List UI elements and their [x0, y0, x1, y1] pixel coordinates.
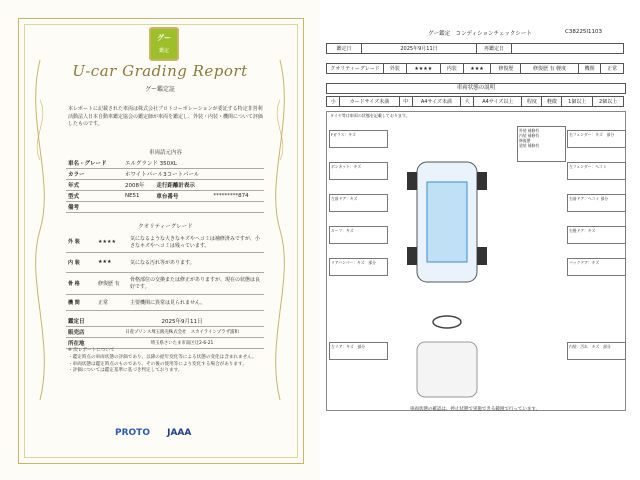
vehicle-section-title: 車両請元内容 [148, 150, 182, 156]
sheet-engine-label: 機関 [578, 64, 601, 74]
sheet-reinspect-label: 再鑑定日 [477, 44, 512, 54]
grade-interior-desc: 気になる汚れ等があります。 [128, 252, 264, 272]
grade-frame-desc: 骨格部位の交換または修正がありますが、現在の状態は良好です。 [128, 272, 264, 294]
count-key: 1個以上 [562, 97, 593, 107]
proto-logo: PROTO [115, 428, 150, 438]
damage-box: ルーフ：キズ [329, 226, 388, 244]
grade-engine-label: 機 関 [66, 294, 96, 310]
damage-box: 右後ドア：キズ [567, 226, 626, 244]
damage-box: ボンネット：キズ [329, 162, 388, 180]
vehicle-mileage-value [211, 180, 264, 191]
cert-date-label: 鑑定日 [66, 316, 100, 327]
jaaa-logo: JAAA [167, 428, 192, 438]
grade-engine-desc: 主要機関に異常は見られません。 [128, 294, 264, 310]
footer-logos [115, 428, 225, 438]
legend-item: 外装 補修有 [519, 128, 540, 133]
vehicle-chassis-label: 車台番号 [154, 191, 211, 202]
vehicle-mileage-label: 走行距離計表示 [154, 180, 211, 191]
grade-frame-stars: 修復歴 有 [96, 272, 128, 294]
sheet-int-value: ★★★ [463, 64, 491, 74]
sheet-header: グー鑑定 コンディションチェックシート [428, 31, 532, 37]
damage-box: 右フェンダー：キズ 部分 [567, 130, 626, 148]
dealer-table [66, 316, 264, 349]
size-large-value: A4サイズ以上 [474, 97, 522, 107]
sheet-code: C38225I1103 [565, 29, 602, 35]
cert-seller-value: 日産プリンス埼玉販売株式会社 スカイラインプラザ浦和 [100, 327, 264, 338]
vehicle-model-value: NE51 [123, 191, 154, 202]
size-large-key: 大 [460, 97, 473, 107]
grade-exterior-stars: ★★★★ [96, 232, 128, 252]
vehicle-remarks-value [123, 202, 264, 213]
size-medium-value: A4サイズ未満 [412, 97, 460, 107]
damage-box: 内装：汚れ キズ 部分 [567, 342, 626, 360]
vehicle-year-label: 年式 [66, 180, 123, 191]
certificate-intro: 本レポートに記載された車両は株式会社プロトコーポレーションが委託する特定非営利活動法人日本自動車鑑定協会の鑑定師が車両を鑑定し、外装・内装・機関について評価したものです。 [68, 106, 263, 128]
vehicle-year-value: 2008年 [123, 180, 154, 191]
size-small-key: 小 [327, 97, 340, 107]
legend-item: 修復歴 [519, 138, 531, 143]
left-ornament [20, 60, 60, 400]
vehicle-color-value: ホワイトパール3コートパール [123, 169, 264, 180]
damage-box: 左前ドア：キズ [329, 194, 388, 212]
sheet-ext-label: 外装 [384, 64, 407, 74]
level-value: 軽微 [542, 97, 562, 107]
cert-note-item: ・評価については鑑定基準に基づき判定しております。 [68, 368, 183, 374]
cert-date-value: 2025年9月11日 [100, 316, 264, 327]
cert-notes-title: ※ 次レポートについて [68, 348, 115, 353]
badge-top-text: グー [157, 34, 171, 42]
grade-frame-label: 骨 格 [66, 272, 96, 294]
damage-box: Fガラス：キズ [329, 130, 388, 148]
sheet-quality-label: クオリティーグレード [327, 64, 384, 74]
sheet-date-table [326, 43, 624, 54]
legend-item: 塗装 補修有 [519, 143, 540, 148]
damage-box: 右前ドア：ヘコミ 部分 [567, 194, 626, 212]
diagram-note: タイヤ等は車両の状態を記載しております。 [330, 113, 410, 118]
grade-exterior-desc: 気になるような大きなキズやヘコミは補修済みですが、小さなキズやヘコミは残っています。 [128, 232, 264, 252]
grade-engine-stars: 正常 [96, 294, 128, 310]
badge-bottom-text: 鑑定 [158, 48, 169, 54]
damage-box: 左フェンダー：ヘコミ [567, 162, 626, 180]
sheet-int-label: 内装 [441, 64, 464, 74]
cert-note-item: ・車両状態は鑑定時点のものであり、その後の使用等により変化する場合があります。 [68, 361, 247, 367]
damage-box: バックドア：キズ [567, 258, 626, 276]
damage-box: リアバンパー：キズ 部分 [329, 258, 388, 276]
vehicle-name-label: 車名・グレード [66, 158, 123, 169]
certificate-subtitle: グー鑑定証 [144, 86, 175, 93]
grade-interior-label: 内 装 [66, 252, 96, 272]
legend-item: 内装 補修有 [519, 133, 540, 138]
count-value: 2個以上 [593, 97, 624, 107]
vehicle-diagram [326, 111, 626, 411]
sheet-reinspect-value [512, 44, 624, 54]
cert-note-item: ・鑑定時点の車両状態の評価であり、以降の経年変化等による状態の変化は含まれません。 [68, 354, 257, 360]
grade-table [66, 232, 264, 311]
cert-seller-label: 販売店 [66, 327, 100, 338]
certificate-title: U-car Grading Report [72, 62, 248, 80]
cert-address-value: 埼玉県さいたま市南区辻2-6-21 [100, 338, 264, 349]
cert-notes [68, 348, 268, 375]
vehicle-model-label: 型式 [66, 191, 123, 202]
size-small-value: カードサイズ未満 [340, 97, 399, 107]
sheet-ext-value: ★★★★ [406, 64, 440, 74]
vehicle-table [66, 158, 264, 213]
grade-exterior-label: 外 装 [66, 232, 96, 252]
damage-box: 左リア：キズ 部分 [329, 342, 388, 360]
vehicle-name-value: エルグランド 350XL [123, 158, 264, 169]
size-legend-table [326, 96, 624, 107]
sheet-quality-table [326, 63, 624, 74]
level-key: 程度 [522, 97, 542, 107]
vehicle-remarks-label: 備考 [66, 202, 123, 213]
cert-address-label: 所在地 [66, 338, 100, 349]
vehicle-color-label: カラー [66, 169, 123, 180]
vehicle-chassis-value: *********874 [211, 191, 264, 202]
quality-section-title: クオリティーグレード [138, 224, 193, 230]
sheet-repair-label: 修復歴 [491, 64, 521, 74]
sheet-repair-value: 修復歴 有 軽度 [521, 64, 578, 74]
status-section-title: 車両状態の説明 [326, 83, 626, 94]
goo-badge-logo [149, 27, 179, 61]
grade-interior-stars: ★★★ [96, 252, 128, 272]
sheet-engine-value: 正常 [601, 64, 624, 74]
legend-box [517, 126, 566, 162]
sheet-date-label: 鑑定日 [327, 44, 362, 54]
car-outline-diagram [397, 142, 497, 402]
sheet-footer-note: 車両状態の確認は、停止状態で実施できる範囲で行っています。 [409, 407, 541, 412]
sheet-date-value: 2025年9月11日 [362, 44, 477, 54]
size-medium-key: 中 [399, 97, 412, 107]
